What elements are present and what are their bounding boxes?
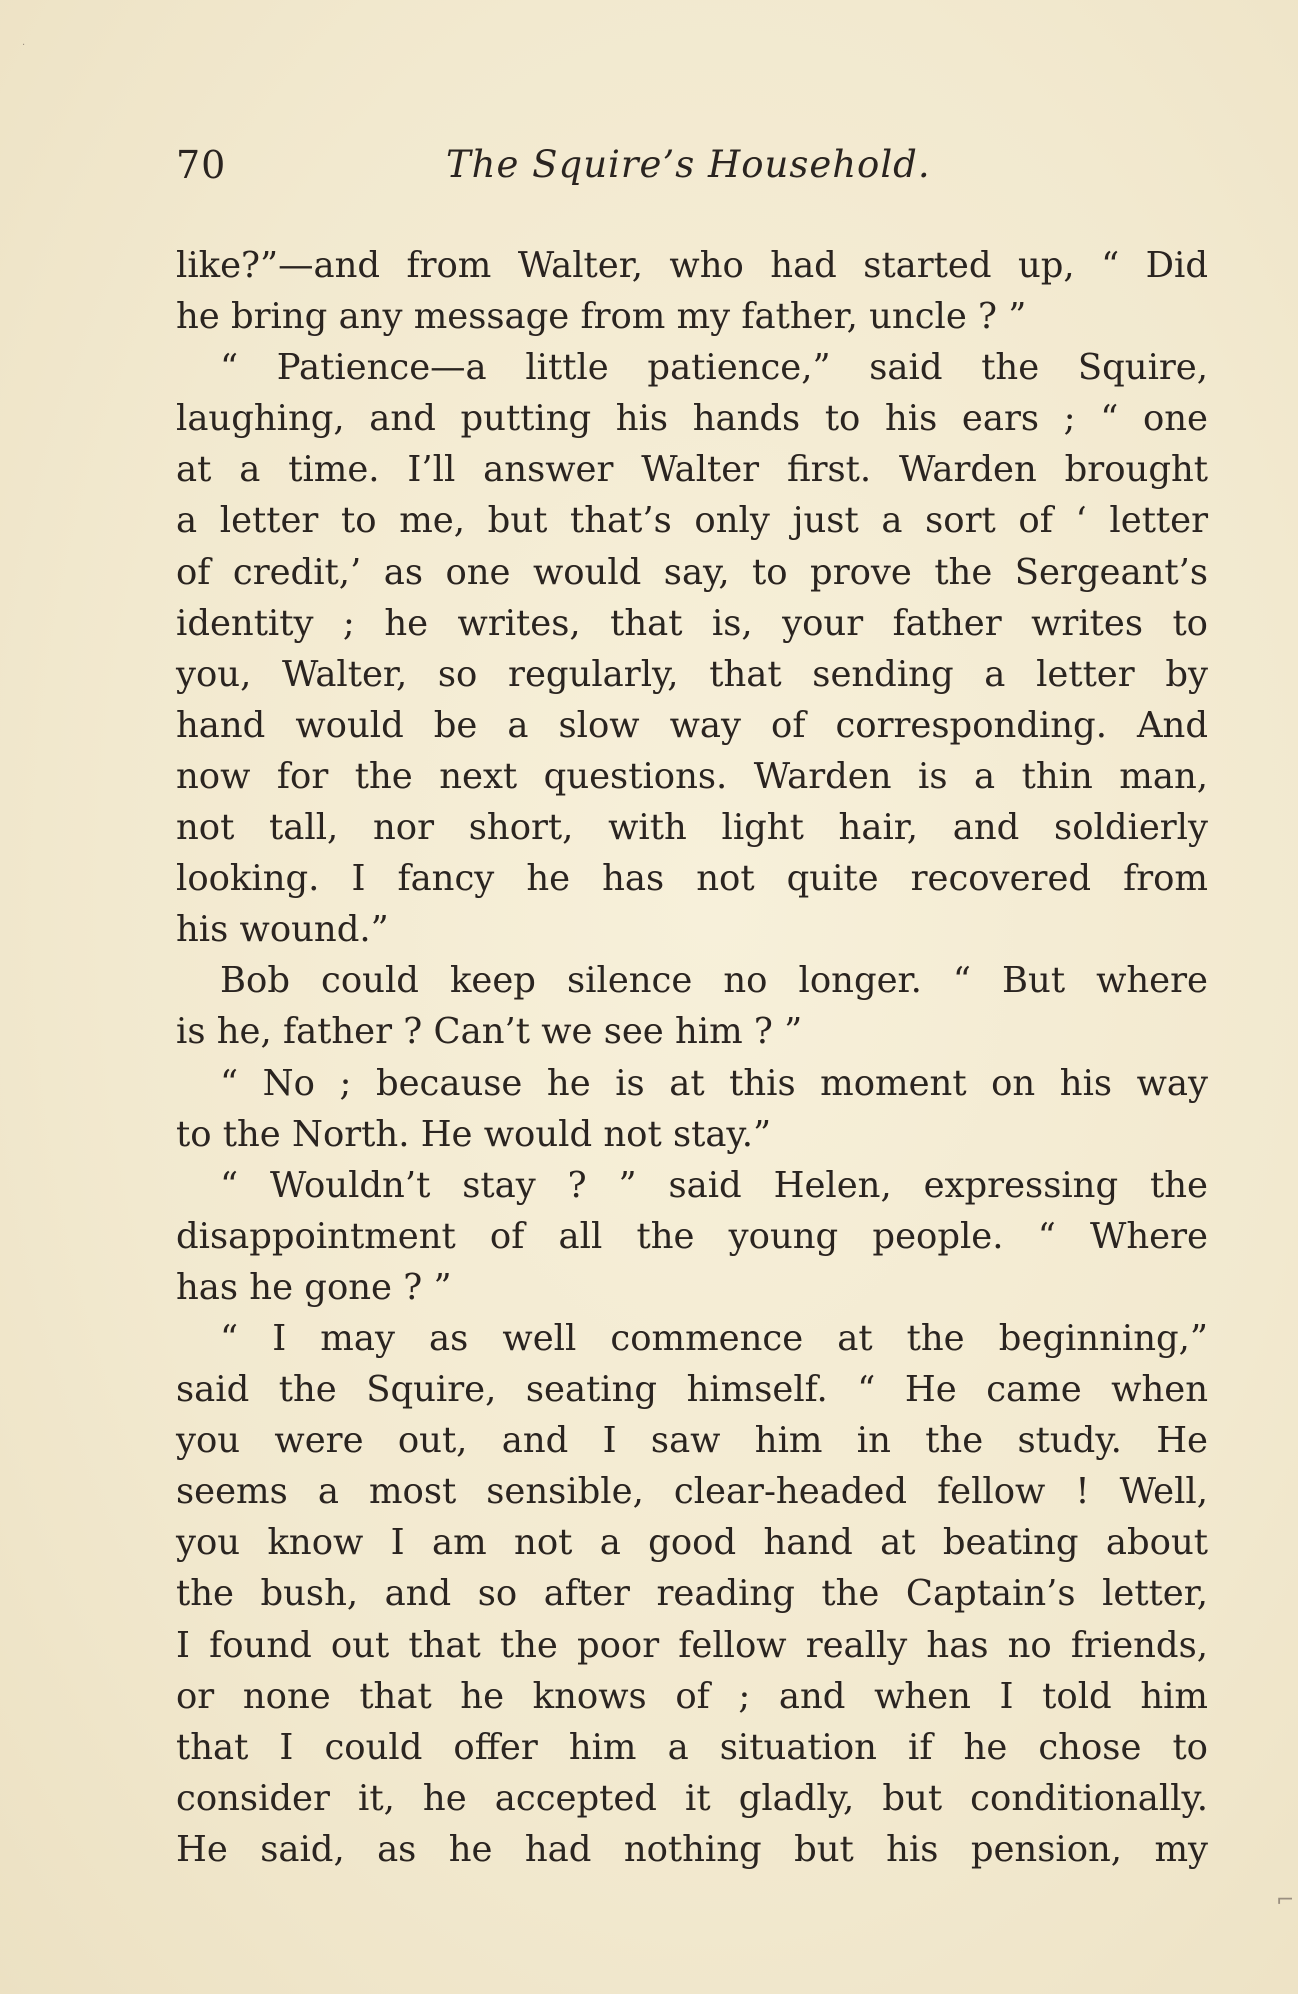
- text-line: disappointment of all the young people. “ Where: [176, 1215, 1208, 1257]
- text-line: the bush, and so after reading the Captain’s letter,: [176, 1573, 1208, 1615]
- paper-speck: ·: [22, 40, 26, 51]
- text-line: seems a most sensible, clear-headed fellow ! Well,: [176, 1471, 1208, 1513]
- text-line: “ Wouldn’t stay ? ” said Helen, expressing the: [220, 1164, 1208, 1206]
- text-line: has he gone ? ”: [176, 1266, 452, 1308]
- text-line: his wound.”: [176, 909, 389, 951]
- text-line: He said, as he had nothing but his pension, my: [176, 1828, 1208, 1870]
- text-line: looking. I fancy he has not quite recovered from: [176, 858, 1208, 900]
- running-title: The Squire’s Household.: [446, 143, 931, 186]
- text-line: Bob could keep silence no longer. “ But where: [220, 960, 1208, 1002]
- text-line: now for the next questions. Warden is a thin man,: [176, 755, 1208, 797]
- text-line: he bring any message from my father, uncle ? ”: [176, 296, 1027, 338]
- text-line: you know I am not a good hand at beating about: [176, 1522, 1208, 1564]
- running-head: [176, 140, 1206, 190]
- text-line: you were out, and I saw him in the study. He: [176, 1420, 1208, 1462]
- paper-speck: ⌐: [1276, 1888, 1295, 1913]
- text-line: consider it, he accepted it gladly, but conditionally.: [176, 1777, 1208, 1819]
- body-text: [176, 240, 1208, 1875]
- text-line: “ I may as well commence at the beginning,”: [220, 1317, 1208, 1359]
- text-line: “ No ; because he is at this moment on his way: [220, 1062, 1208, 1104]
- text-line: you, Walter, so regularly, that sending a letter by: [176, 653, 1208, 695]
- text-line: not tall, nor short, with light hair, and soldierly: [176, 807, 1208, 849]
- text-line: that I could offer him a situation if he chose to: [176, 1726, 1208, 1768]
- text-line: “ Patience—a little patience,” said the Squire,: [220, 347, 1208, 389]
- text-line: identity ; he writes, that is, your father writes to: [176, 602, 1208, 644]
- text-line: to the North. He would not stay.”: [176, 1113, 772, 1155]
- text-line: at a time. I’ll answer Walter first. Warden brought: [176, 449, 1208, 491]
- text-line: laughing, and putting his hands to his ears ; “ one: [176, 398, 1208, 440]
- text-line: or none that he knows of ; and when I told him: [176, 1675, 1208, 1717]
- text-line: is he, father ? Can’t we see him ? ”: [176, 1011, 803, 1053]
- text-line: of credit,’ as one would say, to prove the Sergeant’s: [176, 551, 1208, 593]
- text-line: a letter to me, but that’s only just a sort of ‘ letter: [176, 500, 1208, 542]
- text-line: hand would be a slow way of corresponding. And: [176, 704, 1208, 746]
- page-number: 70: [176, 143, 227, 187]
- text-line: like?”—and from Walter, who had started up, “ Did: [176, 245, 1208, 286]
- text-line: said the Squire, seating himself. “ He came when: [176, 1369, 1208, 1411]
- text-line: I found out that the poor fellow really has no friends,: [176, 1624, 1208, 1666]
